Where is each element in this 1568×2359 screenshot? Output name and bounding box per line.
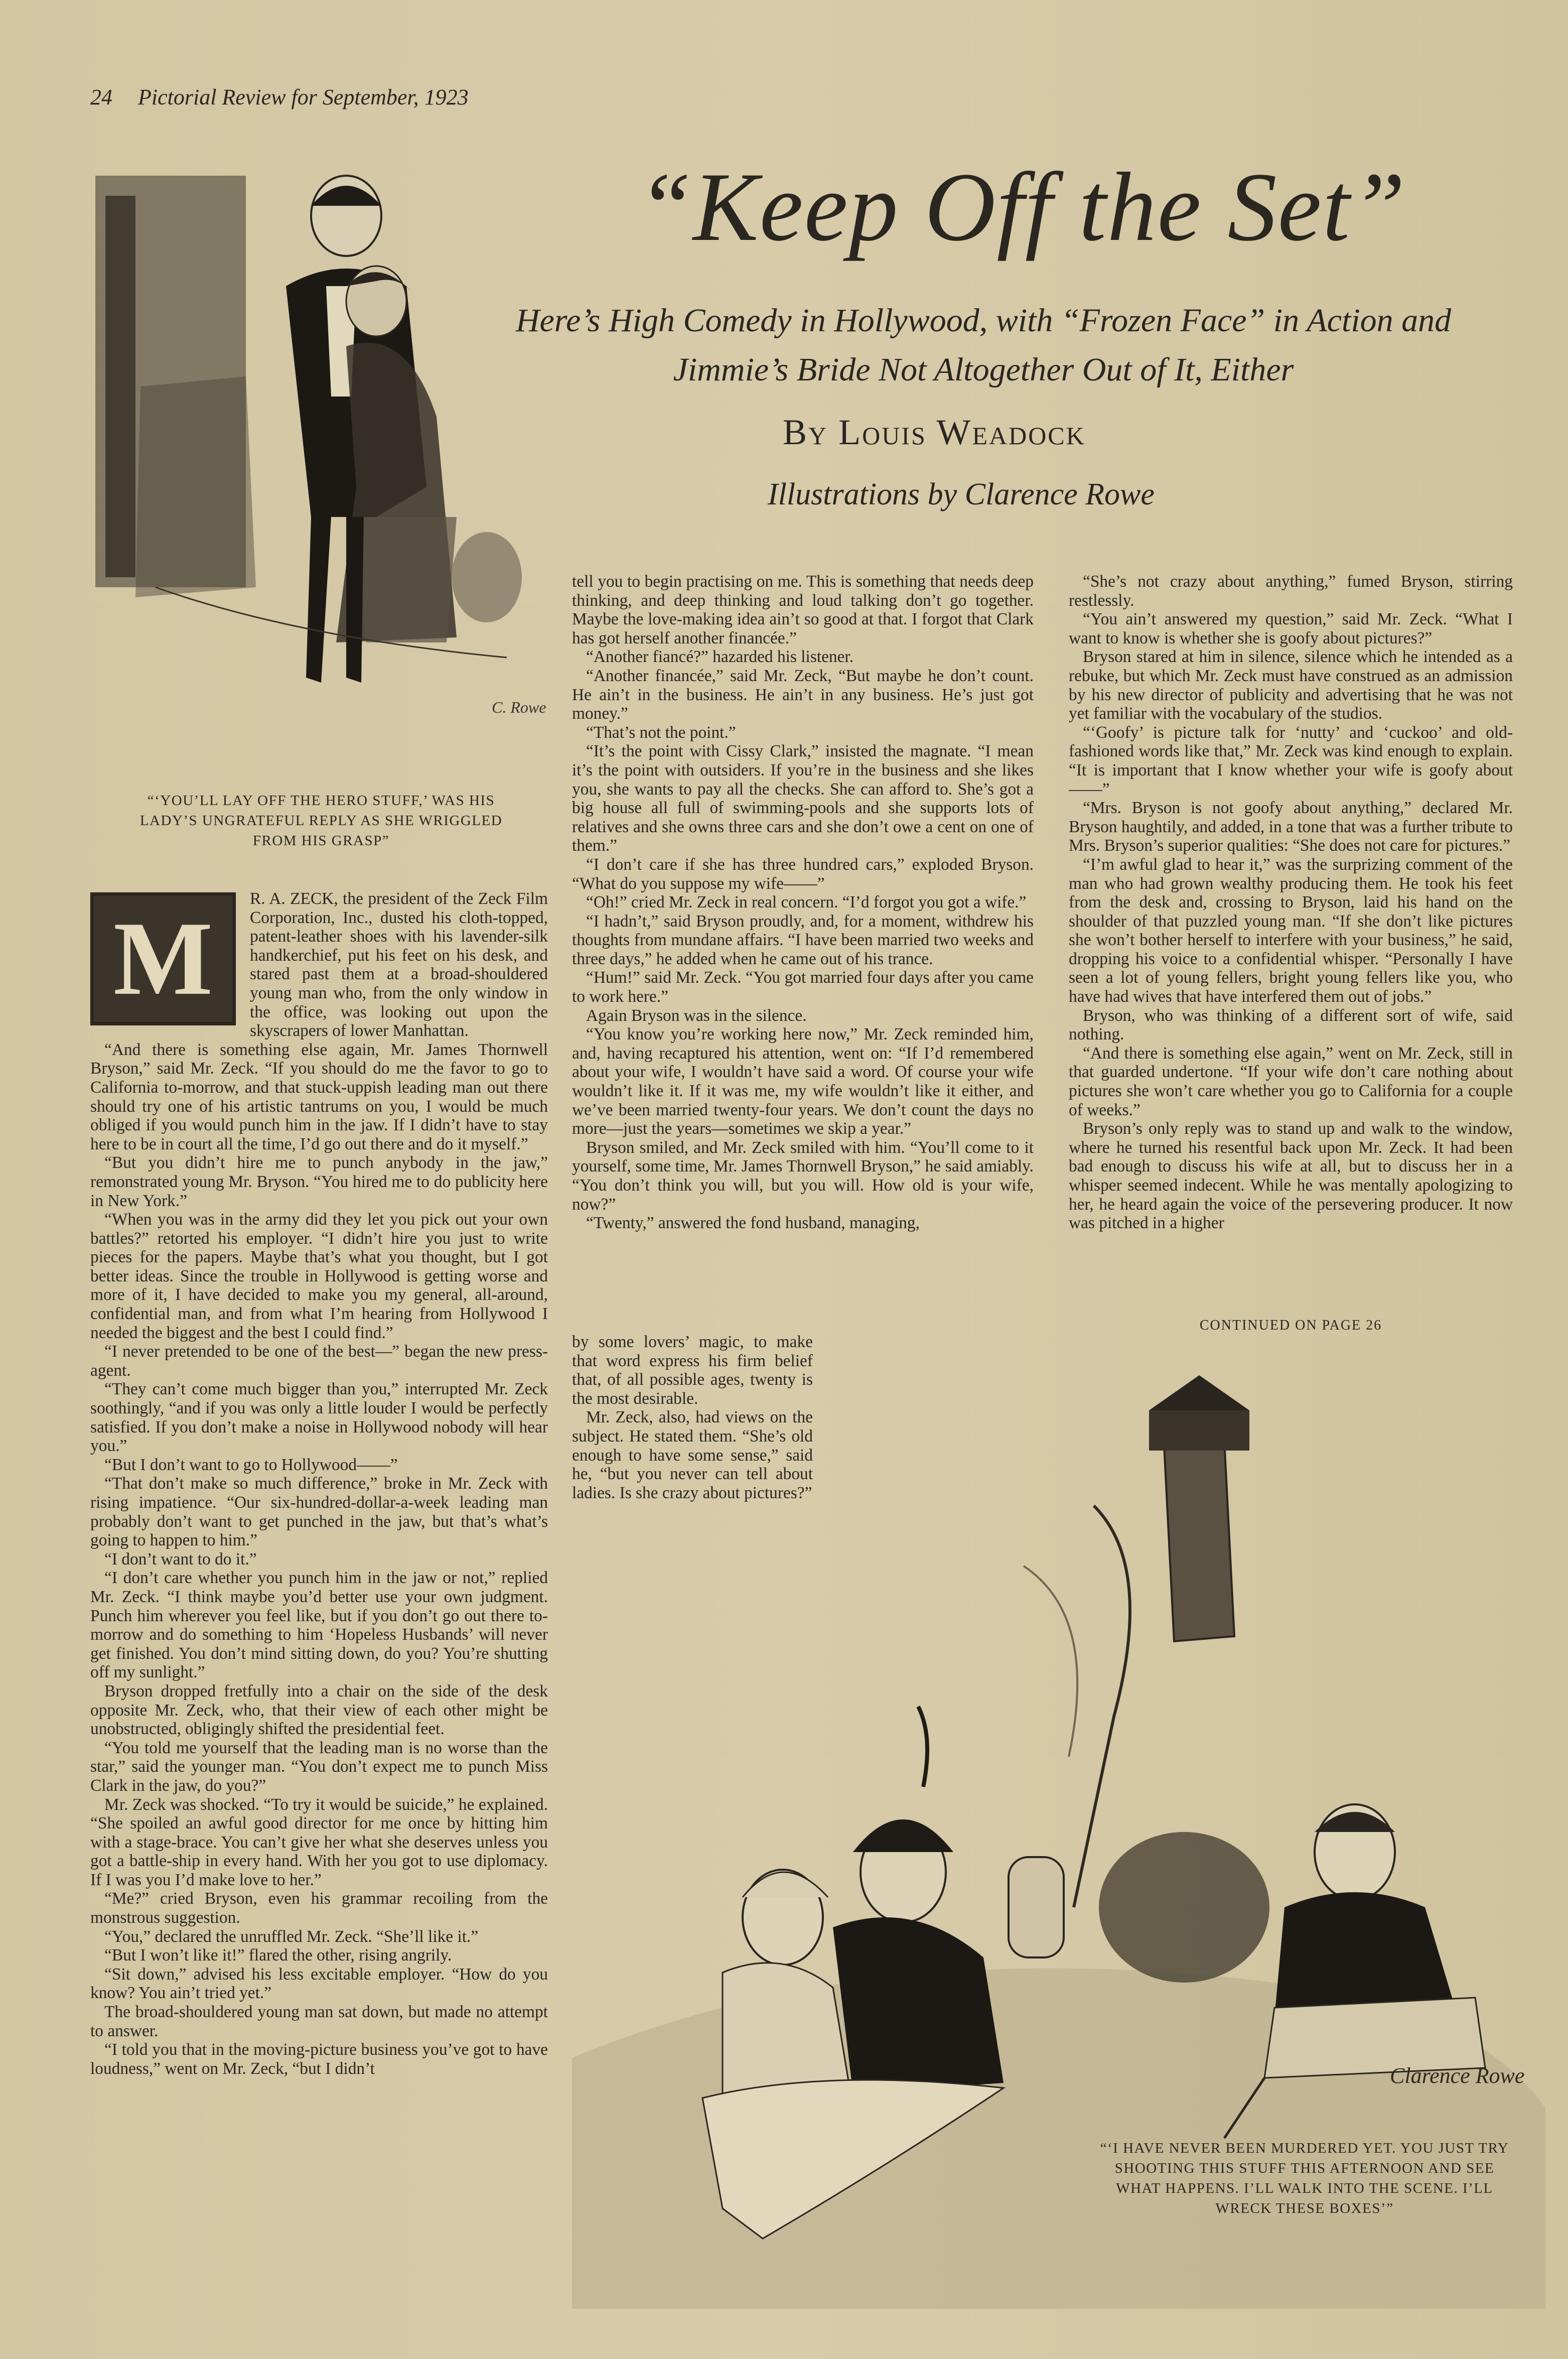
paragraph: “But I won’t like it!” flared the other, rising angrily.	[104, 1946, 452, 1965]
paragraph: “And there is something else again, Mr. James Thornwell Bryson,” said Mr. Zeck. “If you should do me the favor to go to California to-morrow, and that stuck-uppish leading man out there should try one of his artistic tantrums on you, I would be much obliged if you would punch him in the jaw. If I didn’t have to stay here to be in court all the time, I’d go out there and do it myself.”	[90, 1040, 548, 1153]
paragraph: “You ain’t answered my question,” said Mr. Zeck. “What I want to know is whether she is goofy about pictures?”	[1069, 610, 1513, 647]
paragraph: “You,” declared the unruffled Mr. Zeck. “She’ll like it.”	[104, 1927, 479, 1946]
svg-text:Clarence Rowe: Clarence Rowe	[1390, 2063, 1525, 2088]
paragraph: Bryson’s only reply was to stand up and walk to the window, where he turned his resentful back upon Mr. Zeck. It had been bad enough to discuss his wife at all, but to discuss her in a whisper seemed indecent. While he was mentally apologizing to her, he heard again the voice of the persevering producer. It now was pitched in a higher	[1069, 1119, 1513, 1233]
paragraph: “She’s not crazy about anything,” fumed Bryson, stirring restlessly.	[1069, 572, 1513, 610]
paragraph: “They can’t come much bigger than you,” interrupted Mr. Zeck soothingly, “and if you was only a little louder I would be perfectly satisfied. If you don’t make a noise in Hollywood nobody will hear you.”	[90, 1380, 548, 1456]
page-number: 24	[90, 85, 112, 109]
author-byline: By Louis Weadock	[783, 412, 1086, 452]
paragraph: “I’m awful glad to hear it,” was the surprizing comment of the man who had grown wealthy producing them. He took his feet from the desk and, crossing to Bryson, laid his hand on the shoulder of that puzzled young man. “If she don’t like pictures she won’t bother herself to interfere with your business,” he said, dropping his voice to a confidential whisper. “Personally I have seen a lot of young fellers, bright young fellers like you, who have had wives that have interfered them out of jobs.”	[1069, 855, 1513, 1006]
text-column-2	[572, 572, 1034, 1325]
text-column-3	[1069, 572, 1513, 1315]
paragraph: Mr. Zeck, also, had views on the subject. He stated them. “She’s old enough to have some sense,” said he, “but you never can tell about ladies. Is she crazy about pictures?”	[572, 1408, 813, 1502]
paragraph: “But you didn’t hire me to punch anybody in the jaw,” remonstrated young Mr. Bryson. “You hired me to do publicity here in New York.”	[90, 1153, 548, 1210]
illustration-caption-2: “‘I HAVE NEVER BEEN MURDERED YET. YOU JUST TRY SHOOTING THIS STUFF THIS AFTERNOON AND SEE WHAT HAPPENS. I’LL WALK INTO THE SCENE. I’LL WRECK THESE BOXES’”	[1100, 2140, 1509, 2216]
paragraph: “When you was in the army did they let you pick out your own battles?” retorted his employer. “I didn’t hire you just to write pieces for the papers. Maybe that’s what you thought, but I got better ideas. Since the trouble in Hollywood is getting worse and more of it, I have decided to make you my general, all-around, confidential man, and from what I’m hearing from Hollywood I needed the biggest and the best I could find.”	[90, 1210, 548, 1342]
paragraph: by some lovers’ magic, to make that word express his firm belief that, of all possible ages, twenty is the most desirable.	[572, 1333, 813, 1408]
paragraph: “Hum!” said Mr. Zeck. “You got married four days after you came to work here.”	[572, 968, 1034, 1006]
paragraph: Again Bryson was in the silence.	[586, 1006, 807, 1025]
paragraph: Mr. Zeck was shocked. “To try it would be suicide,” he explained. “She spoiled an awful good director for me once by hitting him with a stage-brace. You can’t give her what she deserves unless you got a battle-ship in every hand. With her you got to use diplomacy. If I was you I’d make love to her.”	[90, 1795, 548, 1889]
paragraph: The broad-shouldered young man sat down, but made no attempt to answer.	[90, 2003, 548, 2040]
illustration-couple	[95, 136, 546, 728]
paragraph: “You know you’re working here now,” Mr. Zeck reminded him, and, having recaptured his attention, went on: “If I’d remembered about your wife, I wouldn’t have said a word. Of course your wife wouldn’t like it. If it was me, my wife wouldn’t like it either, and we’ve been married twenty-four years. We don’t count the days no more—just the years—sometimes we skip a year.”	[572, 1025, 1034, 1138]
paragraph: Bryson dropped fretfully into a chair on the side of the desk opposite Mr. Zeck, who, that their view of each other might be unobstructed, obligingly shifted the presidential feet.	[90, 1681, 548, 1739]
paragraph: “You told me yourself that the leading man is no worse than the star,” said the younger man. “You don’t expect me to punch Miss Clark in the jaw, do you?”	[90, 1738, 548, 1795]
paragraph: “I don’t want to do it.”	[104, 1549, 257, 1568]
paragraph: “I don’t care whether you punch him in the jaw or not,” replied Mr. Zeck. “I think maybe you’d better use your own judgment. Punch him wherever you feel like, but if you don’t go out there to-morrow and do something to him ‘Hopeless Husbands’ will never get finished. You don’t mind sitting down, do you? You’re shutting off my sunlight.”	[90, 1568, 548, 1682]
paragraph: “It’s the point with Cissy Clark,” insisted the magnate. “I mean it’s the point with outsiders. If you’re in the business and she likes you, she wants to pay all the checks. She can afford to. She’s got a big house all full of swimming-pools and she supports lots of relatives and she owns three cars and she don’t owe a cent on one of them.”	[572, 742, 1034, 855]
paragraph: “That’s not the point.”	[586, 723, 736, 742]
paragraph: Bryson, who was thinking of a different sort of wife, said nothing.	[1069, 1006, 1513, 1044]
paragraph: “Sit down,” advised his less excitable employer. “How do you know? You ain’t tried yet.”	[90, 1964, 548, 2003]
paragraph: “‘Goofy’ is picture talk for ‘nutty’ and ‘cuckoo’ and old-fashioned words like that,” Mr. Zeck was kind enough to explain. “It is important that I know whether your wife is goofy about——”	[1069, 723, 1513, 799]
paragraph: R. A. ZECK, the president of the Zeck Film Corporation, Inc., dusted his cloth-topped, patent-leather shoes with his lavender-silk handkerchief, put his feet on his desk, and stared past them at a broad-shouldered young man who, from the only window in the office, was looking out upon the skyscrapers of lower Manhattan.	[250, 889, 548, 1040]
publication-title: Pictorial Review for September, 1923	[138, 85, 469, 109]
illustrator-credit: Illustrations by Clarence Rowe	[768, 477, 1155, 511]
paragraph: “Oh!” cried Mr. Zeck in real concern. “I’d forgot you got a wife.”	[586, 893, 1027, 912]
svg-text:C. Rowe: C. Rowe	[492, 698, 546, 716]
continued-notice: CONTINUED ON PAGE 26	[1199, 1318, 1382, 1333]
paragraph: “I don’t care if she has three hundred cars,” exploded Bryson. “What do you suppose my wife——”	[572, 855, 1034, 893]
paragraph: “And there is something else again,” went on Mr. Zeck, still in that guarded undertone. “If your wife don’t care nothing about pictures she won’t care whether you go to California for a couple of weeks.”	[1069, 1043, 1513, 1119]
subtitle-line-2: Jimmie’s Bride Not Altogether Out of It, Either	[673, 351, 1294, 388]
article-title: “Keep Off the Set”	[637, 153, 1407, 261]
running-header	[90, 84, 469, 110]
paragraph: “But I don’t want to go to Hollywood——”	[104, 1455, 398, 1474]
text-column-1	[90, 889, 548, 2235]
paragraph: “I told you that in the moving-picture business you’ve got to have loudness,” went on Mr. Zeck, “but I didn’t	[90, 2040, 548, 2078]
paragraph: “That don’t make so much difference,” broke in Mr. Zeck with rising impatience. “Our six-hundred-dollar-a-week leading man probably don’t want to get punched in the jaw, but that’s what’s going to happen to him.”	[90, 1474, 548, 1550]
paragraph: “Another financée,” said Mr. Zeck, “But maybe he don’t count. He ain’t in the business. He ain’t in any business. He’s just got money.”	[572, 666, 1034, 723]
illustration-caption-1: “‘YOU’LL LAY OFF THE HERO STUFF,’ WAS HIS LADY’S UNGRATEFUL REPLY AS SHE WRIGGLED FROM HIS GRASP”	[139, 793, 503, 849]
paragraph: “Mrs. Bryson is not goofy about anything,” declared Mr. Bryson haughtily, and added, in a tone that was a further tribute to Mrs. Bryson’s superior qualities: “She does not care for pictures.”	[1069, 799, 1513, 855]
paragraph: “Twenty,” answered the fond husband, managing,	[586, 1214, 920, 1233]
paragraph: Bryson smiled, and Mr. Zeck smiled with him. “You’ll come to it yourself, some time, Mr. James Thornwell Bryson,” he said amiably. “You don’t think you will, but you will. How old is your wife, now?”	[572, 1138, 1034, 1214]
paragraph: “I never pretended to be one of the best—” began the new press-agent.	[90, 1342, 548, 1380]
paragraph: tell you to begin practising on me. This is something that needs deep thinking, and deep thinking and loud talking don’t go together. Maybe the love-making idea ain’t so good at that. I forgot that Clark has got herself another financée.”	[572, 572, 1034, 647]
paragraph: “I hadn’t,” said Bryson proudly, and, for a moment, withdrew his thoughts from mundane affairs. “I have been married two weeks and three days,” he added when he came out of his trance.	[572, 911, 1034, 968]
paragraph: “Another fiancé?” hazarded his listener.	[586, 647, 854, 667]
drop-cap: M	[90, 892, 236, 1025]
article-subtitle	[452, 296, 1515, 395]
paragraph: “Me?” cried Bryson, even his grammar recoiling from the monstrous suggestion.	[90, 1889, 548, 1927]
subtitle-line-1: Here’s High Comedy in Hollywood, with “Frozen Face” in Action and	[515, 302, 1452, 339]
paragraph: Bryson stared at him in silence, silence which he intended as a rebuke, but which Mr. Zeck must have construed as an admission by his new director of publicity and advertising that he was not yet familiar with the vocabulary of the studios.	[1069, 647, 1513, 723]
